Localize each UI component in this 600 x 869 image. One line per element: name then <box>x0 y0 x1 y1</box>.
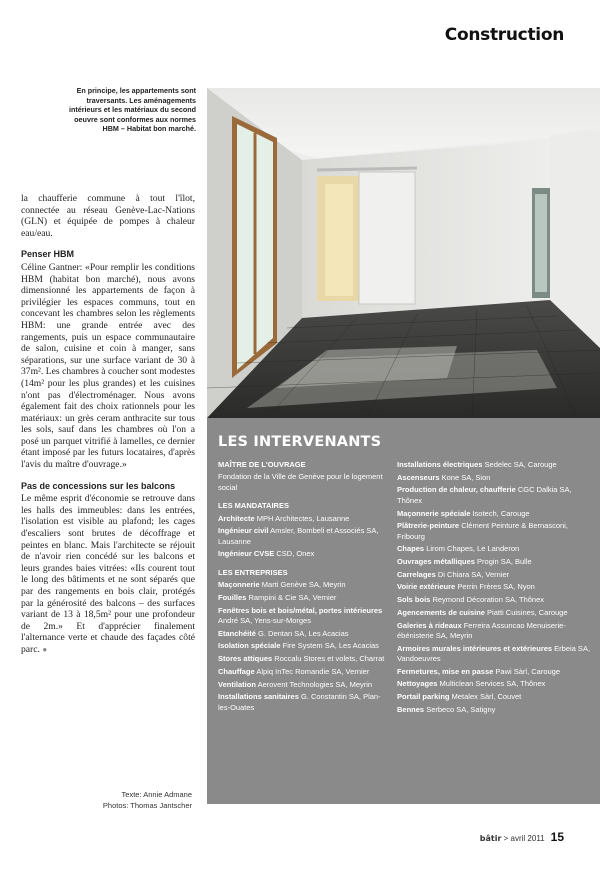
intervenant-entry <box>397 679 593 689</box>
interior-photo <box>207 88 600 418</box>
intervenant-company: Alpiq InTec Romandie SA, Vernier <box>256 666 370 676</box>
intervenant-company: Clément Peinture & Bernasconi, Fribourg <box>397 521 568 541</box>
intervenant-role: Agencements de cuisine <box>397 607 485 617</box>
intervenant-role: Ascenseurs <box>397 472 440 482</box>
end-mark: ● <box>42 644 48 654</box>
intervenant-entry <box>397 608 593 618</box>
intervenant-role: Installations sanitaires <box>218 692 299 702</box>
magazine-name: bâtir <box>479 834 502 843</box>
intervenant-role: Stores attiques <box>218 654 273 664</box>
photo-credit: Photos: Thomas Jantscher <box>102 801 192 810</box>
apartment-interior-image <box>207 88 600 418</box>
intervenant-company: Roccalu Stores et volets, Charrat <box>274 654 385 664</box>
intervenant-company: CSD, Onex <box>276 549 315 559</box>
intervenant-role: Voirie extérieure <box>397 582 456 592</box>
page-footer <box>480 830 564 844</box>
intervenant-role: Fenêtres bois et bois/métal, portes intérieures <box>218 605 383 615</box>
intervenant-role: Fermetures, mise en passe <box>397 666 494 676</box>
intervenant-entry <box>397 705 593 715</box>
intervenant-role: Bennes <box>397 704 425 714</box>
intervenant-entry <box>218 606 388 627</box>
intervenant-role: Sols bois <box>397 595 431 605</box>
intervenant-company: André SA, Yens-sur-Morges <box>218 616 311 626</box>
footer-issue <box>480 834 545 843</box>
intervenant-company: Di Chiara SA, Vernier <box>437 569 510 579</box>
intervenant-entry <box>218 667 388 677</box>
intervenant-company: Erbeia SA, Vandoeuvres <box>397 643 591 664</box>
text-credit: Texte: Annie Admane <box>121 790 192 799</box>
intervenant-entry <box>218 549 388 559</box>
intervenant-role: Fouilles <box>218 592 247 602</box>
intervenants-group-heading: LES MANDATAIRES <box>218 501 289 511</box>
intervenant-company: Pawi Sàrl, Carouge <box>495 666 561 676</box>
intervenant-company: G. Constantin SA, Plan-les-Ouates <box>218 692 381 712</box>
intervenant-company: Marti Genève SA, Meyrin <box>261 580 346 590</box>
intervenant-entry <box>397 473 593 483</box>
intervenant-entry <box>397 595 593 605</box>
article-column <box>21 193 195 656</box>
intervenant-role: Portail parking <box>397 692 450 702</box>
intervenant-role: Maçonnerie spéciale <box>397 508 471 518</box>
intervenant-entry <box>218 654 388 664</box>
intervenant-role: Production de chaleur, chaufferie <box>397 485 516 495</box>
intervenant-role: Chauffage <box>218 666 255 676</box>
intervenant-role: Galeries à rideaux <box>397 620 462 630</box>
intervenant-role: Architecte <box>218 513 255 523</box>
intervenant-entry <box>397 644 593 665</box>
intervenant-role: Carrelages <box>397 569 436 579</box>
section-text-balcons-body: Le même esprit d'économie se retrouve dans les halls des immeubles: dans les entrées, l'isolation est visible au plafond; les cages d'escaliers sont brutes de décoffrage et peintes en blanc. Mais l'architecte se réjouit de n'avoir rien concédé sur les balcons et leurs grandes baies vitrées: «Ils courent tout le long des bâtiments et ne sont séparés que par des rangements en bois clair, protégés par la générosité des balcons – des surfaces variant de 13 à 18,5m² pour une profondeur de 2m.» Et d'apprécier finalement l'alternance verte et chaude des façades côté parc. <box>21 493 195 655</box>
section-title: Construction <box>444 25 564 45</box>
intervenant-entry <box>397 460 593 470</box>
intervenant-company: CGC Dalkia SA, Thônex <box>397 485 572 505</box>
section-heading-penser-hbm: Penser HBM <box>21 249 75 260</box>
intervenant-entry <box>397 692 593 702</box>
intervenant-company: G. Dentan SA, Les Acacias <box>258 628 349 638</box>
section-heading-balcons: Pas de concessions sur les balcons <box>21 480 176 491</box>
intervenant-role: Ouvrages métalliques <box>397 557 475 567</box>
intervenant-company: Ferreira Assuncao Menuiserie-ébénisterie SA, Meyrin <box>397 620 566 640</box>
intervenant-entry <box>397 570 593 580</box>
intervenant-entry: Fondation de la Ville de Genève pour le logement social <box>218 472 383 492</box>
intervenant-entry <box>218 692 388 713</box>
intervenant-entry <box>397 521 593 542</box>
intervenant-company: Isotech, Carouge <box>472 508 530 518</box>
intervenant-entry <box>218 514 388 524</box>
intervenant-role: Armoires murales intérieures et extérieures <box>397 643 553 653</box>
intervenant-company: Aerovent Technologies SA, Meyrin <box>257 679 373 689</box>
intervenant-company: Multiclean Services SA, Thônex <box>439 679 546 689</box>
intervenant-company: Piatti Cuisines, Carouge <box>487 607 568 617</box>
intervenant-company: Reymond Décoration SA, Thônex <box>432 595 545 605</box>
intervenant-entry <box>218 629 388 639</box>
intervenant-entry <box>397 667 593 677</box>
intervenant-role: Ventilation <box>218 679 256 689</box>
issue-date: > avril 2011 <box>503 834 545 843</box>
intervenant-company: Perrin Frères SA, Nyon <box>457 582 535 592</box>
intervenant-entry <box>218 580 388 590</box>
intervenant-entry <box>397 509 593 519</box>
intervenant-role: Ingénieur civil <box>218 526 269 536</box>
intervenants-group-heading: MAÎTRE DE L'OUVRAGE <box>218 460 306 469</box>
intervenant-role: Nettoyages <box>397 679 438 689</box>
intervenant-company: Kone SA, Sion <box>441 472 491 482</box>
intervenant-company: Amsler, Bombeli et Associés SA, Lausanne <box>218 526 379 546</box>
intervenant-entry <box>218 641 388 651</box>
intervenant-entry <box>218 526 388 547</box>
section-text-penser-hbm: Céline Gantner: «Pour remplir les conditions HBM (habitat bon marché), nous avons dimensionné les appartements de façon à privilégier les espaces communs, tout en concevant les chambres selon les règlements HBM: une grande entrée avec des rangements, puis un espace communautaire de salon, cuisine et coin à manger, sans séparations, sur une surface variant de 30 à 37m². Les chambres à coucher sont modestes (14m² pour les plus grandes) et les cuisines n'ont pas d'électroménager. Nous avons également fait des choix rationnels pour les matériaux: un grès ceram anthracite sur tous les sols, sauf dans les chambres où l'on a posé un parquet vitrifié à lamelles, ce dernier étant imposé par les futurs locataires, d'après l'avis du maître d'ouvrage.» <box>21 261 195 471</box>
intervenant-company: Serbeco SA, Satigny <box>426 704 496 714</box>
intervenant-role: Chapes <box>397 544 425 554</box>
intervenant-role: Isolation spéciale <box>218 641 281 651</box>
intervenant-entry <box>218 680 388 690</box>
intervenant-company: MPH Architectes, Lausanne <box>256 513 350 523</box>
intervenant-role: Etanchéité <box>218 628 256 638</box>
page-number: 15 <box>550 830 564 844</box>
intervenant-entry <box>218 593 388 603</box>
section-text-balcons <box>21 493 195 655</box>
intervenant-role: Plâtrerie-peinture <box>397 521 460 531</box>
intervenant-entry <box>397 582 593 592</box>
box-title: LES INTERVENANTS <box>218 434 382 450</box>
intervenant-company: Metalex Sàrl, Couvet <box>451 692 522 702</box>
intervenant-company: Fire System SA, Les Acacias <box>282 641 379 651</box>
article-intro: la chaufferie commune à tout l'îlot, connectée au réseau Genève-Lac-Nations (GLN) et équipée de pompes à chaleur eau/eau. <box>21 193 195 239</box>
intervenants-column-2 <box>397 460 593 718</box>
intervenant-company: Sedelec SA, Carouge <box>484 460 557 469</box>
intervenant-company: Rampini & Cie SA, Vernier <box>248 592 337 602</box>
intervenant-company: Progin SA, Bulle <box>477 557 532 567</box>
intervenant-company: Lirom Chapes, Le Landeron <box>426 544 520 554</box>
intervenants-column-1 <box>218 460 388 715</box>
intervenant-role: Ingénieur CVSE <box>218 549 275 559</box>
intervenant-role: Installations électriques <box>397 460 483 469</box>
credits <box>60 789 192 811</box>
intervenants-box <box>207 418 600 804</box>
intervenant-entry <box>397 557 593 567</box>
photo-caption: En principe, les appartements sont traversants. Les aménagements intérieurs et les matériaux du second oeuvre sont conformes aux normes HBM – Habitat bon marché. <box>68 86 196 134</box>
intervenant-entry <box>397 544 593 554</box>
intervenant-role: Maçonnerie <box>218 580 260 590</box>
intervenants-group-heading: LES ENTREPRISES <box>218 567 288 577</box>
intervenant-entry <box>397 621 593 642</box>
intervenant-entry <box>397 485 593 506</box>
